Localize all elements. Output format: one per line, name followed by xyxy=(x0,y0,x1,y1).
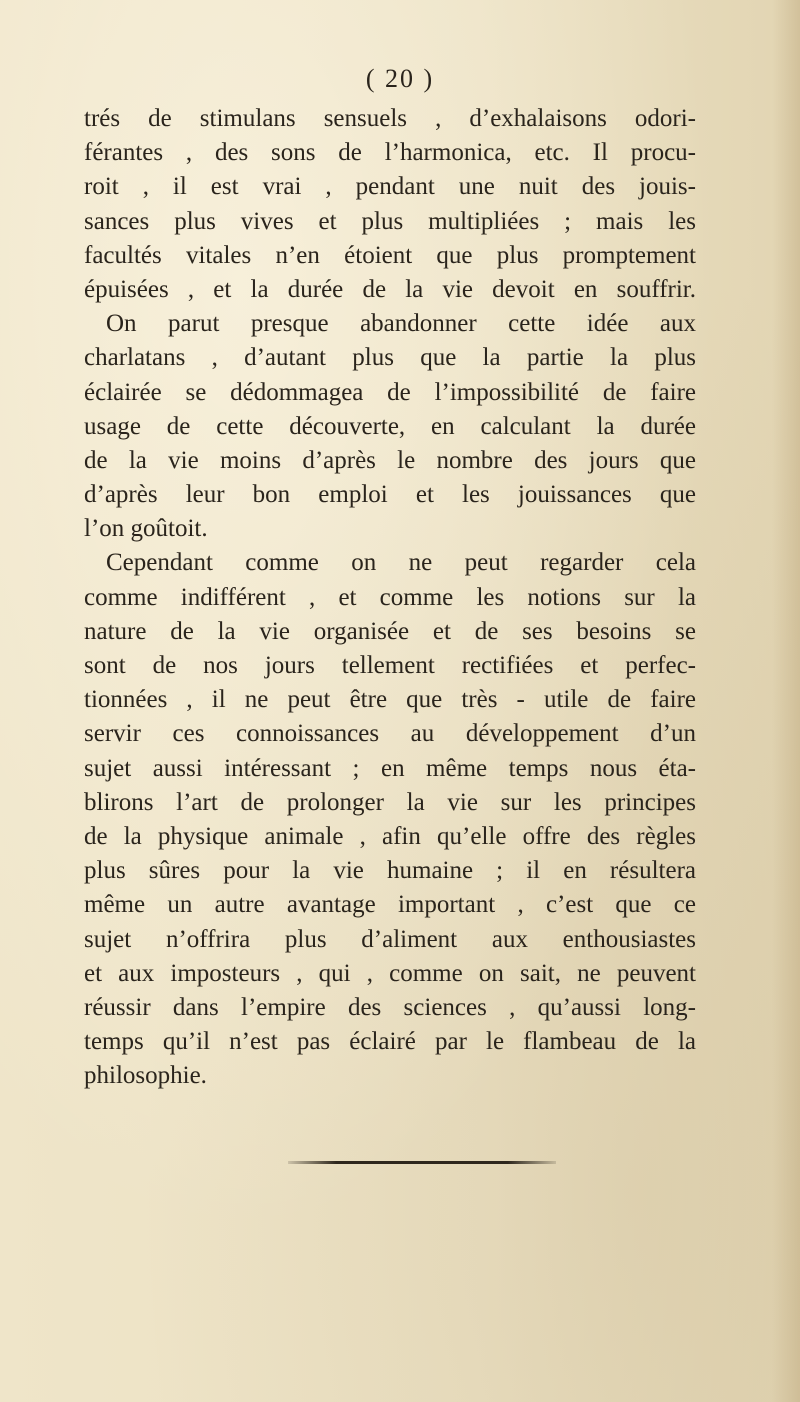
text-line: usage de cette découverte, en calculant la durée xyxy=(84,412,696,440)
text-line: sujet aussi intéressant ; en même temps nous éta- xyxy=(84,754,696,782)
text-line: plus sûres pour la vie humaine ; il en résultera xyxy=(84,857,696,885)
text-line: réussir dans l’empire des sciences , qu’aussi long- xyxy=(84,993,696,1021)
text-line: même un autre avantage important , c’est que ce xyxy=(84,891,696,919)
text-line: temps qu’il n’est pas éclairé par le flambeau de la xyxy=(84,1028,696,1056)
text-line: trés de stimulans sensuels , d’exhalaisons odori- xyxy=(84,105,696,132)
text-line: charlatans , d’autant plus que la partie la plus xyxy=(84,344,696,372)
text-line: d’après leur bon emploi et les jouissances que xyxy=(84,481,696,509)
text-line: blirons l’art de prolonger la vie sur les principes xyxy=(84,788,696,816)
text-line: servir ces connoissances au développement d’un xyxy=(84,720,696,748)
text-line: tionnées , il ne peut être que très - utile de faire xyxy=(84,686,696,714)
text-line: sont de nos jours tellement rectifiées et perfec- xyxy=(84,652,696,679)
text-line: facultés vitales n’en étoient que plus promptement xyxy=(84,241,696,269)
section-divider-rule xyxy=(288,1161,556,1164)
body-text xyxy=(84,102,696,1093)
text-line: de la vie moins d’après le nombre des jours que xyxy=(84,446,696,474)
page-number: ( 20 ) xyxy=(365,64,435,93)
text-line: sujet n’offrira plus d’aliment aux enthousiastes xyxy=(84,925,696,953)
paragraph-end-line: philosophie. xyxy=(84,1062,207,1090)
text-line: de la physique animale , afin qu’elle offre des règles xyxy=(84,822,696,850)
page-edge-shadow xyxy=(772,0,800,1402)
text-line: comme indifférent , et comme les notions sur la xyxy=(84,583,696,611)
text-line: férantes , des sons de l’harmonica, etc. Il procu- xyxy=(84,139,696,167)
paragraph-start-line: On parut presque abandonner cette idée aux xyxy=(106,310,696,338)
text-line: roit , il est vrai , pendant une nuit des jouis- xyxy=(84,173,696,201)
text-line: et aux imposteurs , qui , comme on sait, ne peuvent xyxy=(84,959,696,987)
text-line: éclairée se dédommagea de l’impossibilité de faire xyxy=(84,378,696,406)
paragraph-start-line: Cependant comme on ne peut regarder cela xyxy=(106,549,696,577)
text-line: nature de la vie organisée et de ses besoins se xyxy=(84,617,696,645)
text-line: sances plus vives et plus multipliées ; mais les xyxy=(84,207,696,235)
text-line: épuisées , et la durée de la vie devoit en souffrir. xyxy=(84,275,696,303)
paragraph-end-line: l’on goûtoit. xyxy=(84,515,208,543)
